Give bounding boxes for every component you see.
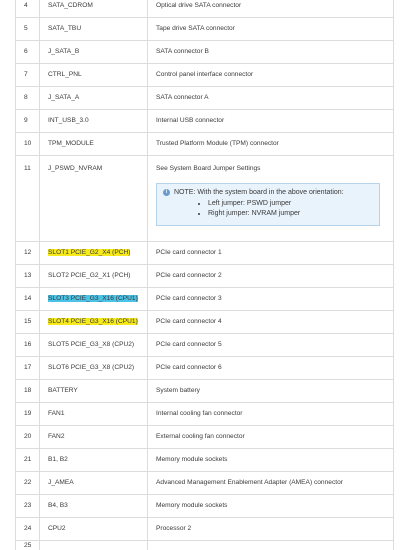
connector-name: B4, B3	[48, 501, 68, 509]
description-cell	[148, 357, 394, 380]
table-row	[16, 426, 394, 449]
note-callout	[156, 183, 380, 226]
connector-name: CPU2	[48, 524, 66, 532]
row-number-cell: 9	[16, 110, 40, 133]
row-number-cell: 21	[16, 449, 40, 472]
connector-name-cell	[40, 133, 148, 156]
row-number-cell: 25	[16, 541, 40, 550]
connector-name: INT_USB_3.0	[48, 116, 89, 124]
components-table	[15, 0, 394, 550]
table-row	[16, 403, 394, 426]
row-number-cell: 12	[16, 242, 40, 265]
description-cell	[148, 242, 394, 265]
description-cell	[148, 110, 394, 133]
connector-name-cell	[40, 403, 148, 426]
row-number-cell: 24	[16, 518, 40, 541]
connector-name-cell	[40, 87, 148, 110]
row-number-cell: 8	[16, 87, 40, 110]
connector-name: SLOT6 PCIE_G3_X8 (CPU2)	[48, 363, 135, 371]
table-row	[16, 156, 394, 242]
description-cell	[148, 334, 394, 357]
row-number-cell: 22	[16, 472, 40, 495]
row-number-cell: 7	[16, 64, 40, 87]
table-row	[16, 311, 394, 334]
row-number-cell: 10	[16, 133, 40, 156]
connector-name-cell	[40, 110, 148, 133]
connector-name: FAN2	[48, 432, 65, 440]
connector-name-cell	[40, 242, 148, 265]
description-cell	[148, 311, 394, 334]
info-icon: i	[163, 189, 170, 196]
note-list-item: • Left jumper: PSWD jumper	[208, 200, 344, 209]
connector-name: SLOT2 PCIE_G2_X1 (PCH)	[48, 271, 131, 279]
table-row	[16, 242, 394, 265]
description-text: PCIe card connector 4	[156, 317, 222, 325]
row-number-cell: 16	[16, 334, 40, 357]
table-row	[16, 41, 394, 64]
row-number-cell: 23	[16, 495, 40, 518]
description-text: Advanced Management Enablement Adapter (AMEA) connector	[156, 478, 343, 486]
row-number-cell: 17	[16, 357, 40, 380]
connector-name-cell	[40, 18, 148, 41]
components-table-body	[16, 0, 394, 550]
connector-name-cell	[40, 265, 148, 288]
connector-name-cell	[40, 288, 148, 311]
description-cell	[148, 472, 394, 495]
connector-name: SLOT5 PCIE_G3_X8 (CPU2)	[48, 340, 135, 348]
connector-name: CTRL_PNL	[48, 70, 82, 78]
description-cell	[148, 495, 394, 518]
note-body	[174, 189, 344, 219]
description-cell	[148, 426, 394, 449]
highlighted-connector-name: SLOT3 PCIE_G3_X16 (CPU1)	[48, 294, 138, 302]
description-cell	[148, 541, 394, 550]
row-number-cell: 11	[16, 156, 40, 242]
row-number-cell: 20	[16, 426, 40, 449]
description-text: Processor 2	[156, 524, 192, 532]
table-row	[16, 87, 394, 110]
highlighted-connector-name: SLOT4 PCIE_G3_X16 (CPU1)	[48, 317, 138, 325]
description-cell	[148, 449, 394, 472]
table-row	[16, 449, 394, 472]
description-cell	[148, 156, 394, 242]
description-text: PCIe card connector 3	[156, 294, 222, 302]
description-text: See System Board Jumper Settings	[156, 165, 261, 172]
connector-name: SATA_TBU	[48, 24, 82, 32]
row-number-cell: 15	[16, 311, 40, 334]
table-row	[16, 541, 394, 550]
description-cell	[148, 0, 394, 18]
description-cell	[148, 41, 394, 64]
table-row	[16, 265, 394, 288]
connector-name-cell	[40, 472, 148, 495]
description-text: PCIe card connector 2	[156, 271, 222, 279]
connector-name-cell	[40, 41, 148, 64]
description-text: Memory module sockets	[156, 501, 228, 509]
connector-name: J_PSWD_NVRAM	[48, 165, 103, 172]
connector-name-cell	[40, 380, 148, 403]
connector-name-cell	[40, 518, 148, 541]
description-text: Trusted Platform Module (TPM) connector	[156, 139, 279, 147]
note-list	[174, 200, 344, 219]
connector-name-cell	[40, 449, 148, 472]
connector-name: J_AMEA	[48, 478, 74, 486]
table-row	[16, 518, 394, 541]
table-row	[16, 288, 394, 311]
connector-name: FAN1	[48, 409, 65, 417]
description-text: Control panel interface connector	[156, 70, 254, 78]
row-number-cell: 19	[16, 403, 40, 426]
connector-name: SATA_CDROM	[48, 1, 93, 9]
description-cell	[148, 288, 394, 311]
highlighted-connector-name: SLOT1 PCIE_G2_X4 (PCH)	[48, 248, 131, 256]
connector-name-cell	[40, 311, 148, 334]
connector-name-cell	[40, 0, 148, 18]
row-number-cell: 14	[16, 288, 40, 311]
description-text: Optical drive SATA connector	[156, 1, 242, 9]
note-list-item: • Right jumper: NVRAM jumper	[208, 210, 344, 219]
connector-name-cell	[40, 156, 148, 242]
connector-name: J_SATA_A	[48, 93, 80, 101]
connector-name-cell	[40, 334, 148, 357]
table-row	[16, 495, 394, 518]
row-number-cell: 18	[16, 380, 40, 403]
description-text: Memory module sockets	[156, 455, 228, 463]
connector-name-cell	[40, 426, 148, 449]
description-text: Internal cooling fan connector	[156, 409, 243, 417]
connector-name-cell	[40, 64, 148, 87]
row-number-cell: 13	[16, 265, 40, 288]
connector-name-cell	[40, 495, 148, 518]
description-cell	[148, 87, 394, 110]
table-row	[16, 110, 394, 133]
description-cell	[148, 64, 394, 87]
table-row	[16, 64, 394, 87]
connector-name: B1, B2	[48, 455, 68, 463]
table-row	[16, 133, 394, 156]
description-cell	[148, 518, 394, 541]
description-text: SATA connector A	[156, 93, 209, 101]
table-row	[16, 334, 394, 357]
description-text: SATA connector B	[156, 47, 209, 55]
connector-name: BATTERY	[48, 386, 78, 394]
connector-name: J_SATA_B	[48, 47, 80, 55]
description-text: System battery	[156, 386, 200, 394]
description-text: PCIe card connector 1	[156, 248, 222, 256]
description-cell	[148, 403, 394, 426]
row-number-cell: 5	[16, 18, 40, 41]
table-row	[16, 380, 394, 403]
description-text: Tape drive SATA connector	[156, 24, 235, 32]
table-row	[16, 357, 394, 380]
table-row	[16, 472, 394, 495]
connector-name-cell	[40, 541, 148, 550]
note-title: NOTE: With the system board in the above orientation:	[174, 189, 344, 197]
table-row	[16, 0, 394, 18]
connector-name-cell	[40, 357, 148, 380]
description-cell	[148, 380, 394, 403]
description-cell	[148, 265, 394, 288]
row-number-cell: 4	[16, 0, 40, 18]
description-text: PCIe card connector 5	[156, 340, 222, 348]
description-text: External cooling fan connector	[156, 432, 245, 440]
description-text: PCIe card connector 6	[156, 363, 222, 371]
connector-name: TPM_MODULE	[48, 139, 94, 147]
description-text: Internal USB connector	[156, 116, 225, 124]
description-cell	[148, 133, 394, 156]
description-cell	[148, 18, 394, 41]
table-row	[16, 18, 394, 41]
row-number-cell: 6	[16, 41, 40, 64]
